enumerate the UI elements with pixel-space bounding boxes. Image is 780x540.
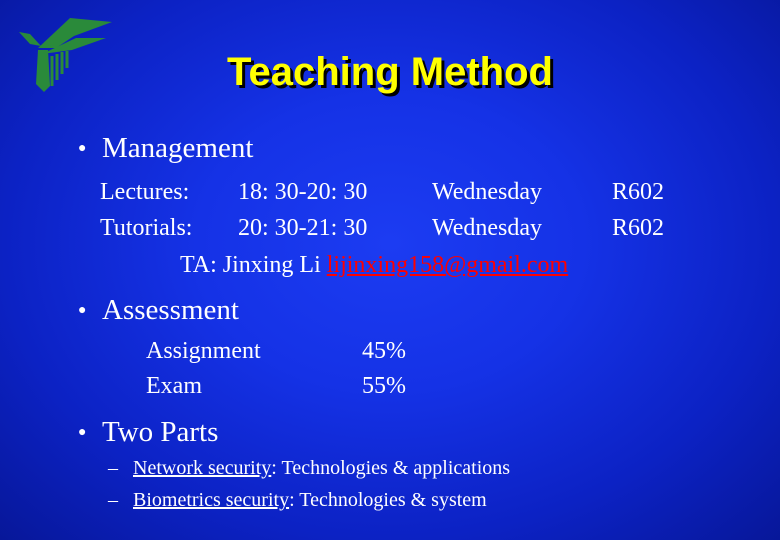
exam-label: Exam xyxy=(146,373,202,399)
lectures-day: Wednesday xyxy=(432,179,543,205)
biometrics-security-desc: : Technologies & system xyxy=(289,489,487,511)
tutorials-day: Wednesday xyxy=(432,215,543,241)
slide-title: Teaching Method xyxy=(227,50,553,94)
dash-icon: – xyxy=(108,489,118,511)
ta-line xyxy=(180,253,568,277)
ta-name: TA: Jinxing Li xyxy=(180,252,321,278)
ta-email-link[interactable]: lijinxing158@gmail.com xyxy=(326,252,569,278)
bullet-icon: ● xyxy=(78,425,87,440)
network-security-link[interactable]: Network security xyxy=(133,457,272,479)
management-heading: Management xyxy=(102,132,254,164)
assignment-label: Assignment xyxy=(146,338,261,364)
assessment-heading: Assessment xyxy=(102,294,239,326)
two-parts-heading: Two Parts xyxy=(102,416,219,448)
bullet-icon: ● xyxy=(78,303,87,318)
lectures-label: Lectures: xyxy=(100,179,190,205)
assignment-value: 45% xyxy=(362,338,406,364)
bullet-icon: ● xyxy=(78,141,87,156)
exam-value: 55% xyxy=(362,373,406,399)
lectures-time: 18: 30-20: 30 xyxy=(238,179,368,205)
part-item-biometrics xyxy=(133,490,487,510)
tutorials-label: Tutorials: xyxy=(100,215,193,241)
tutorials-time: 20: 30-21: 30 xyxy=(238,215,368,241)
dash-icon: – xyxy=(108,457,118,479)
biometrics-security-link[interactable]: Biometrics security xyxy=(133,489,290,511)
network-security-desc: : Technologies & applications xyxy=(271,457,511,479)
lectures-room: R602 xyxy=(612,179,665,205)
tutorials-room: R602 xyxy=(612,215,665,241)
part-item-network xyxy=(133,458,510,478)
